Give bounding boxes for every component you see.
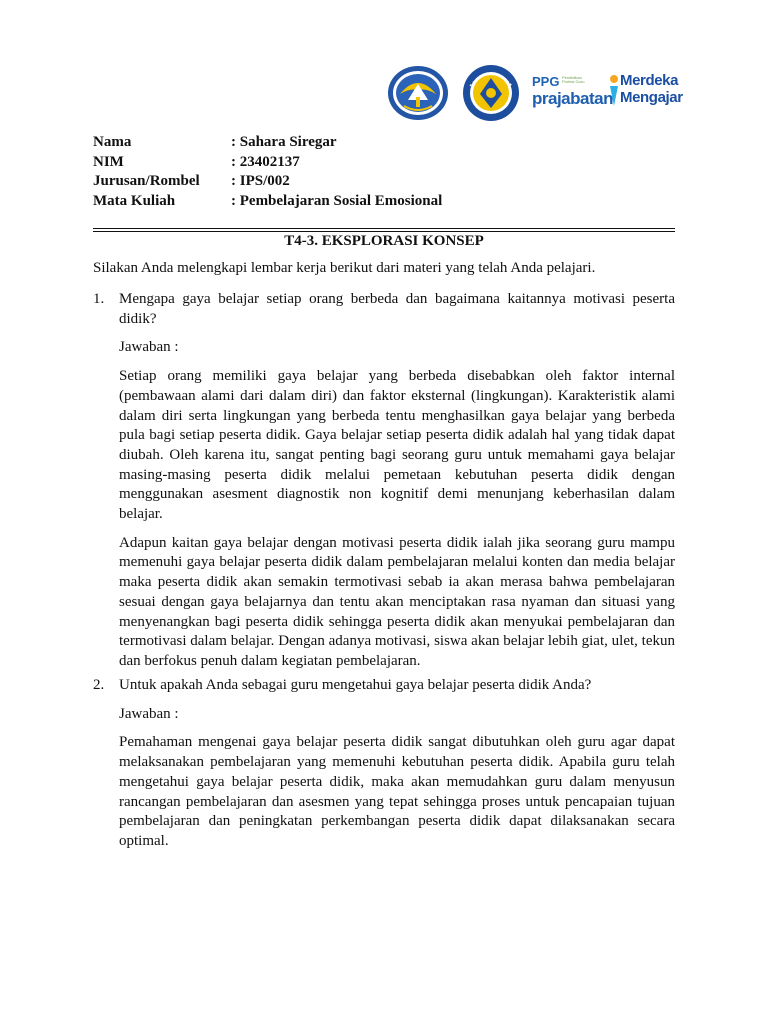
identity-value: : Pembelajaran Sosial Emosional [231,192,443,209]
ppg-logo-text: PPG [532,74,560,89]
question-number: 2. [93,677,105,693]
question-block-2 [93,676,675,852]
tut-wuri-handayani-logo [386,64,450,122]
identity-label: Jurusan/Rombel [93,173,200,189]
question-text: Untuk apakah Anda sebagai guru mengetahui gaya belajar peserta didik Anda? [119,677,592,693]
merdeka-mengajar-text [620,72,683,106]
answer-label: Jawaban : [119,339,179,356]
answer-label: Jawaban : [119,705,179,722]
mengajar-line: Mengajar [620,89,683,106]
answer-paragraph: Adapun kaitan gaya belajar dengan motivasi peserta didik ialah jika seorang guru mampu memenuhi gaya belajar peserta didik dalam pembelajaran melalui konten dan media belajar maka peserta didik akan semakin termotivasi sebab ia akan merasa bahwa pembelajaran sesuai dengan gaya belajarnya dan tentu akan menciptakan rasa nyaman dan situasi yang menyenangkan bagi peserta didik sehingga peserta didik akan menyukai pembelajaran dan termotivasi dalam belajar. Dengan adanya motivasi, siswa akan belajar lebih giat, ulet, tekun dan berfokus penuh dalam kegiatan pembelajaran. [119,534,675,669]
merdeka-mengajar-logo [608,70,682,118]
answer-paragraph: Setiap orang memiliki gaya belajar yang berbeda disebabkan oleh faktor internal (pembawaan alami dari dalam diri) dan faktor eksternal (lingkungan). Karakteristik alami dalam diri serta lingkungan yang berbeda tentu menghasilkan gaya belajar yang berbeda pula bagi setiap peserta didik. Gaya belajar setiap peserta didik adalah hal yang tidak dapat diubah. Oleh karena itu, sangat penting bagi seorang guru untuk memahami gaya belajar masing-masing peserta didik melalui pemetaan kebutuhan peserta didik dengan menggunakan asesment diagnostik non kognitif demi menunjang keberhasilan dalam belajar. [119,368,675,523]
merdeka-line: Merdeka [620,72,679,89]
question-block-1 [93,290,675,672]
identity-value: : Sahara Siregar [231,134,337,150]
unp-logo [462,64,520,122]
identity-label: Mata Kuliah [93,192,176,209]
identity-value: : 23402137 [231,153,300,170]
header-logos [386,64,682,122]
merdeka-mengajar-icon [608,74,620,108]
prajabatan-logo-text: prajabatan [532,89,613,108]
answer-paragraph: Pemahaman mengenai gaya belajar peserta didik sangat dibutuhkan oleh guru agar dapat melaksanakan pembelajaran yang memenuhi kebutuhan peserta didik. Apabila guru telah mengetahui gaya belajar peserta didik, maka akan memudahkan guru dalam menyusun rancangan pembelajaran dan asesmen yang tepat sehingga proses untuk pencapaian tujuan pembelajaran dan peningkatan perkembangan peserta didik dapat dilaksanakan secara optimal. [119,734,675,849]
ppg-prajabatan-logo [532,74,613,118]
ppg-logo-subtext: Pendidikan Profesi Guru [562,75,585,84]
identity-label: NIM [93,153,124,170]
document-title: T4-3. EKSPLORASI KONSEP [284,233,484,249]
question-text: Mengapa gaya belajar setiap orang berbeda dan bagaimana kaitannya motivasi peserta didik? [119,291,675,327]
instruction-text: Silakan Anda melengkapi lembar kerja berikut dari materi yang telah Anda pelajari. [93,260,596,276]
question-number: 1. [93,291,105,307]
identity-label: Nama [93,134,132,150]
divider-line [93,228,675,229]
identity-value: : IPS/002 [231,173,290,189]
